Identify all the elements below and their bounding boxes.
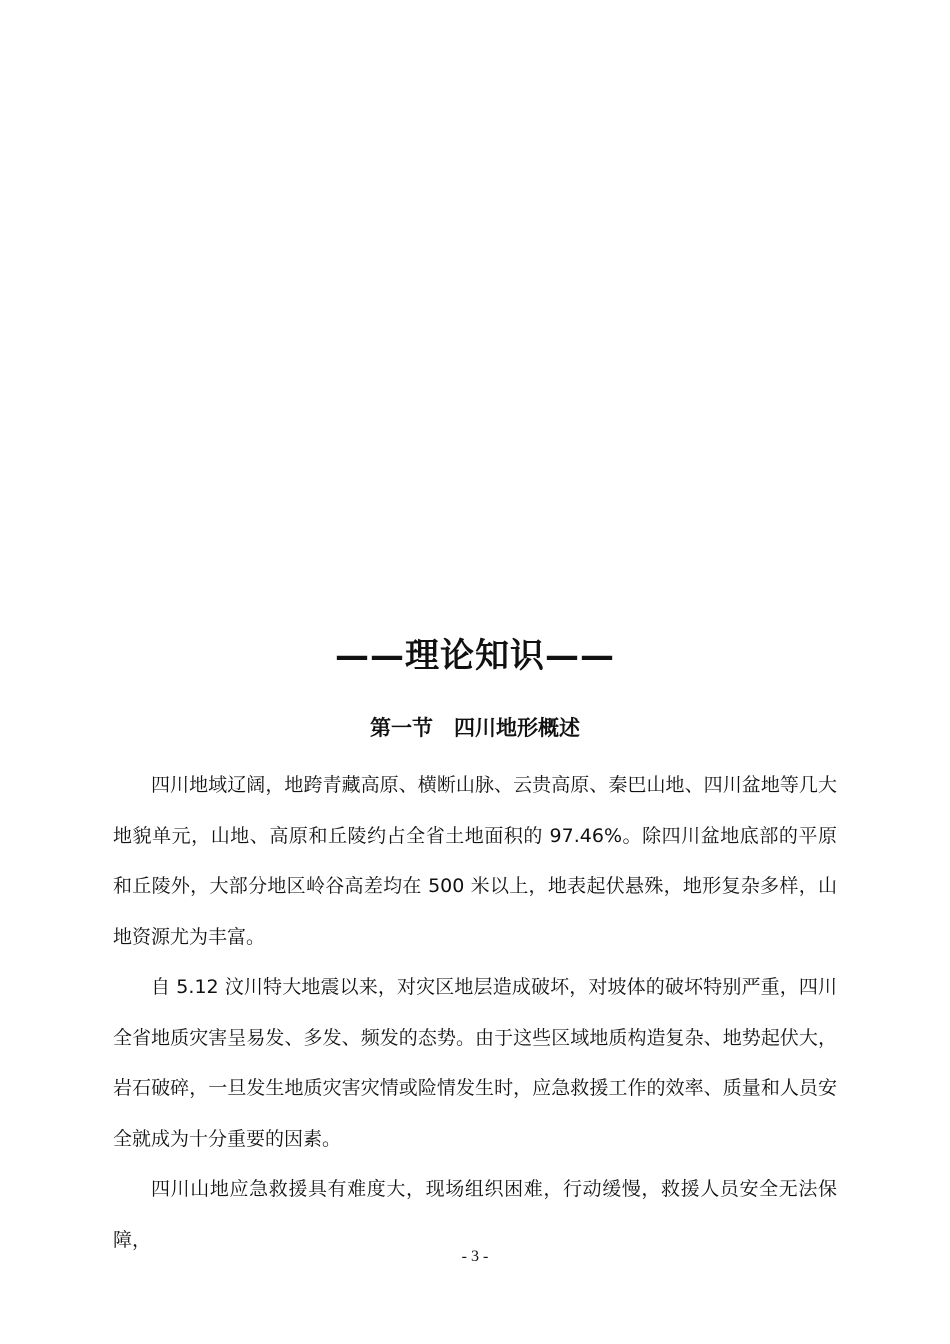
chapter-title: ——理论知识—— bbox=[335, 636, 615, 676]
page-number: - 3 - bbox=[461, 1248, 489, 1265]
body-text bbox=[113, 760, 837, 1265]
paragraph-3: 四川山地应急救援具有难度大，现场组织困难，行动缓慢，救援人员安全无法保障， bbox=[113, 1178, 837, 1251]
paragraph-2: 自 5.12 汶川特大地震以来，对灾区地层造成破坏，对坡体的破坏特别严重，四川全省地质灾害呈易发、多发、频发的态势。由于这些区域地质构造复杂、地势起伏大，岩石破碎，一旦发生地质灾害灾情或险情发生时，应急救援工作的效率、质量和人员安全就成为十分重要的因素。 bbox=[113, 976, 837, 1150]
paragraph-1: 四川地域辽阔，地跨青藏高原、横断山脉、云贵高原、秦巴山地、四川盆地等几大地貌单元，山地、高原和丘陵约占全省土地面积的 97.46%。除四川盆地底部的平原和丘陵外，大部分地区岭谷高差均在 500 米以上，地表起伏悬殊，地形复杂多样，山地资源尤为丰富。 bbox=[113, 774, 837, 948]
section-title: 第一节 四川地形概述 bbox=[370, 716, 580, 740]
